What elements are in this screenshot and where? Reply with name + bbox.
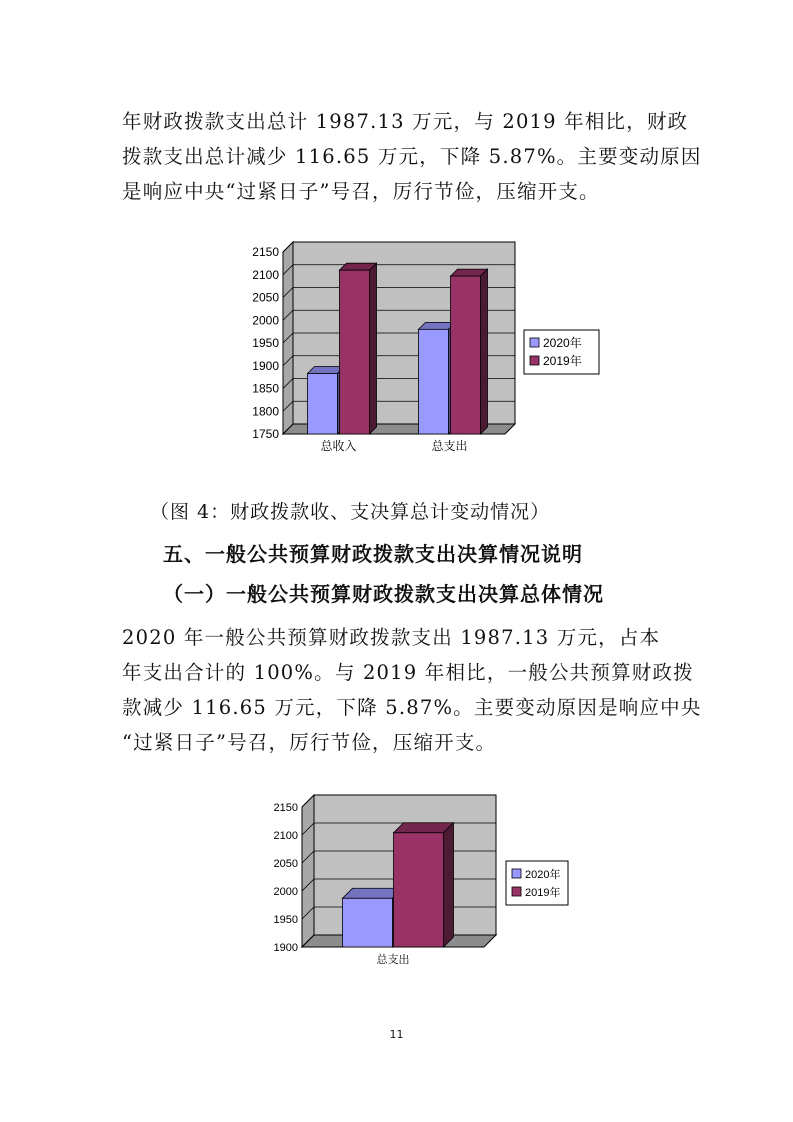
y-tick-label: 1900 (252, 358, 279, 373)
y-tick-label: 2050 (252, 290, 279, 305)
bar (394, 833, 444, 947)
y-tick-label: 2100 (252, 267, 279, 282)
x-category-label: 总支出 (376, 954, 410, 966)
chart-general-budget-expense (265, 785, 595, 970)
x-category-label: 总收入 (320, 439, 357, 453)
legend-swatch (512, 869, 521, 878)
paragraph-line: 2020 年一般公共预算财政拨款支出 1987.13 万元，占本 (122, 626, 661, 649)
y-tick-label: 1900 (273, 942, 298, 954)
paragraph-line: 是响应中央“过紧日子”号召，厉行节俭，压缩开支。 (122, 180, 600, 203)
paragraph-2 (122, 620, 702, 760)
y-tick-label: 1850 (252, 381, 279, 396)
paragraph-line: 款减少 116.65 万元，下降 5.87%。主要变动原因是响应中央 (122, 696, 702, 719)
bar-side-face (444, 823, 454, 947)
chart-side-wall (302, 795, 314, 947)
bar (451, 276, 481, 434)
y-tick-label: 1950 (273, 914, 298, 926)
legend-label: 2019年 (525, 887, 561, 899)
paragraph-line: 拨款支出总计减少 116.65 万元，下降 5.87%。主要变动原因 (122, 145, 702, 168)
bar (340, 270, 370, 434)
y-tick-label: 2150 (252, 245, 279, 259)
y-tick-label: 2100 (273, 830, 298, 842)
figure-caption: （图 4：财政拨款收、支决算总计变动情况） (150, 501, 551, 523)
legend-label: 2019年 (543, 354, 582, 368)
page-number: 11 (389, 1028, 404, 1041)
y-tick-label: 1750 (252, 427, 279, 441)
bar (343, 898, 393, 947)
chart-income-expense-totals (235, 235, 615, 460)
legend-swatch (530, 338, 539, 347)
paragraph-line: 年支出合计的 100%。与 2019 年相比，一般公共预算财政拨 (122, 661, 694, 684)
paragraph-1 (122, 104, 702, 209)
bar-side-face (481, 269, 488, 434)
section-heading: 五、一般公共预算财政拨款支出决算情况说明 (163, 542, 583, 566)
legend-swatch (512, 887, 521, 896)
y-tick-label: 1950 (252, 336, 279, 350)
y-tick-label: 2000 (252, 313, 279, 328)
legend-label: 2020年 (525, 869, 561, 881)
y-tick-label: 1800 (252, 404, 279, 419)
x-category-label: 总支出 (431, 439, 468, 453)
y-tick-label: 2000 (273, 886, 298, 898)
bar (308, 373, 338, 434)
subsection-heading: （一）一般公共预算财政拨款支出决算总体情况 (163, 582, 604, 606)
bar (419, 329, 449, 434)
y-tick-label: 2050 (273, 858, 298, 870)
y-tick-label: 2150 (273, 802, 298, 814)
legend-swatch (530, 356, 539, 365)
paragraph-line: 年财政拨款支出总计 1987.13 万元，与 2019 年相比，财政 (122, 110, 689, 133)
legend-label: 2020年 (543, 336, 582, 350)
bar-side-face (370, 263, 377, 434)
paragraph-line: “过紧日子”号召，厉行节俭，压缩开支。 (122, 731, 497, 754)
